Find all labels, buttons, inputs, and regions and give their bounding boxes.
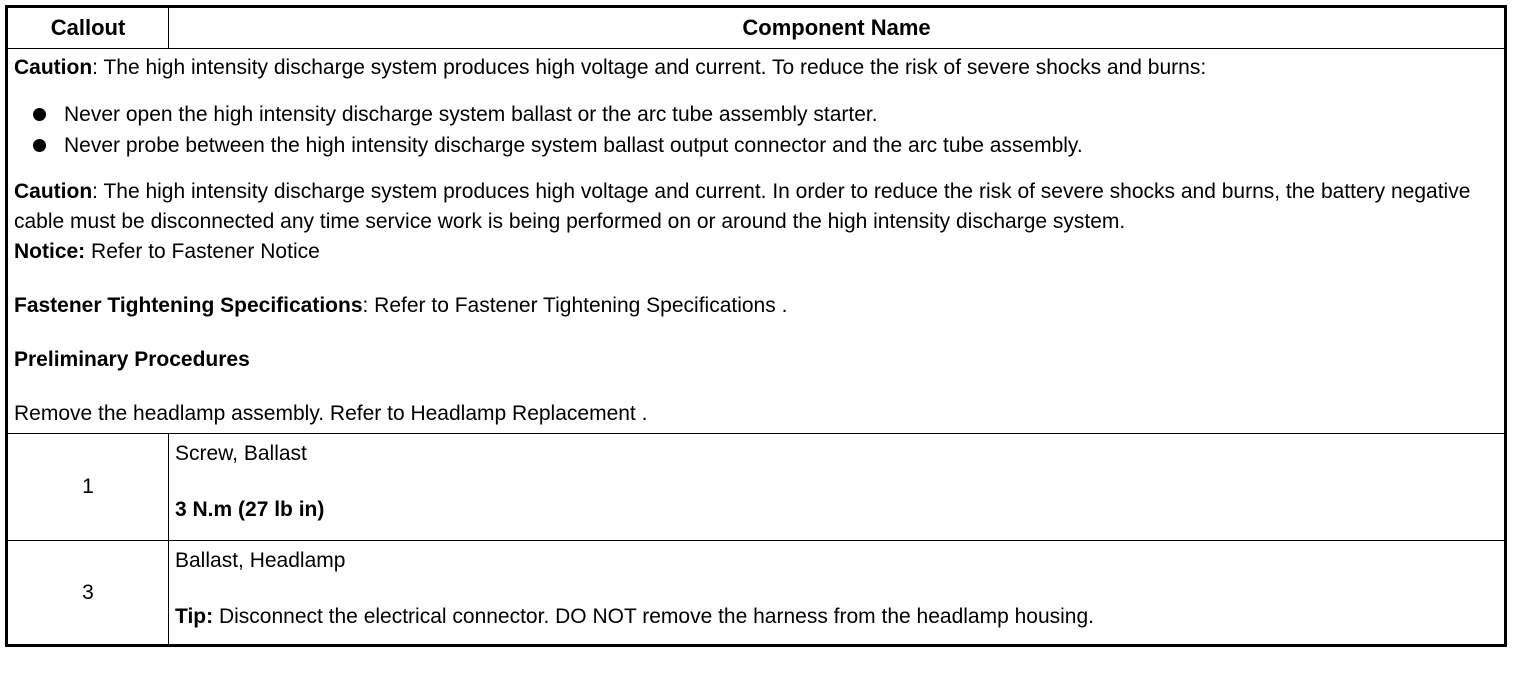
callout-column-header: Callout: [7, 7, 169, 49]
notice-text: Refer to Fastener Notice: [85, 240, 320, 263]
caution-paragraph-2: [14, 177, 1498, 237]
fastener-spec-text: : Refer to Fastener Tightening Specifications .: [362, 294, 788, 317]
fastener-spec-label: Fastener Tightening Specifications: [14, 294, 363, 317]
torque-spec: 3 N.m (27 lb in): [175, 498, 325, 521]
caution-paragraph-1: [14, 53, 1498, 83]
notice-label: Notice:: [14, 240, 86, 263]
intro-cell: [7, 49, 1506, 434]
caution-text-1: : The high intensity discharge system produces high voltage and current. To reduce the risk of severe shocks and burns:: [92, 56, 1207, 79]
notice-paragraph: [14, 237, 1498, 267]
list-item: Never probe between the high intensity discharge system ballast output connector and the arc tube assembly.: [64, 130, 1498, 161]
list-item: Never open the high intensity discharge system ballast or the arc tube assembly starter.: [64, 99, 1498, 130]
table-header-row: [7, 7, 1506, 49]
component-name-column-header: Component Name: [169, 7, 1506, 49]
caution-label-2: Caution: [14, 180, 93, 203]
caution-label-1: Caution: [14, 56, 93, 79]
component-table: [5, 5, 1507, 647]
tip-label: Tip:: [175, 605, 214, 628]
component-name: Screw, Ballast: [175, 442, 307, 465]
callout-number: 1: [7, 434, 169, 541]
table-row: [7, 541, 1506, 646]
component-name: Ballast, Headlamp: [175, 549, 346, 572]
callout-number: 3: [7, 541, 169, 646]
table-row: [7, 434, 1506, 541]
component-cell: [169, 541, 1506, 646]
preliminary-text: Remove the headlamp assembly. Refer to Headlamp Replacement .: [14, 402, 648, 425]
preliminary-heading: Preliminary Procedures: [14, 348, 250, 371]
caution-text-2: : The high intensity discharge system produces high voltage and current. In order to reduce the risk of severe shocks and burns, the battery negative cable must be disconnected any time service work is being performed on or around the high intensity discharge system.: [14, 180, 1471, 233]
fastener-spec-paragraph: [14, 291, 1498, 321]
tip-text: Disconnect the electrical connector. DO NOT remove the harness from the headlamp housing.: [213, 605, 1094, 628]
tip-paragraph: [175, 603, 1498, 631]
intro-row: [7, 49, 1506, 434]
caution-bullet-list: [14, 99, 1498, 161]
component-cell: [169, 434, 1506, 541]
